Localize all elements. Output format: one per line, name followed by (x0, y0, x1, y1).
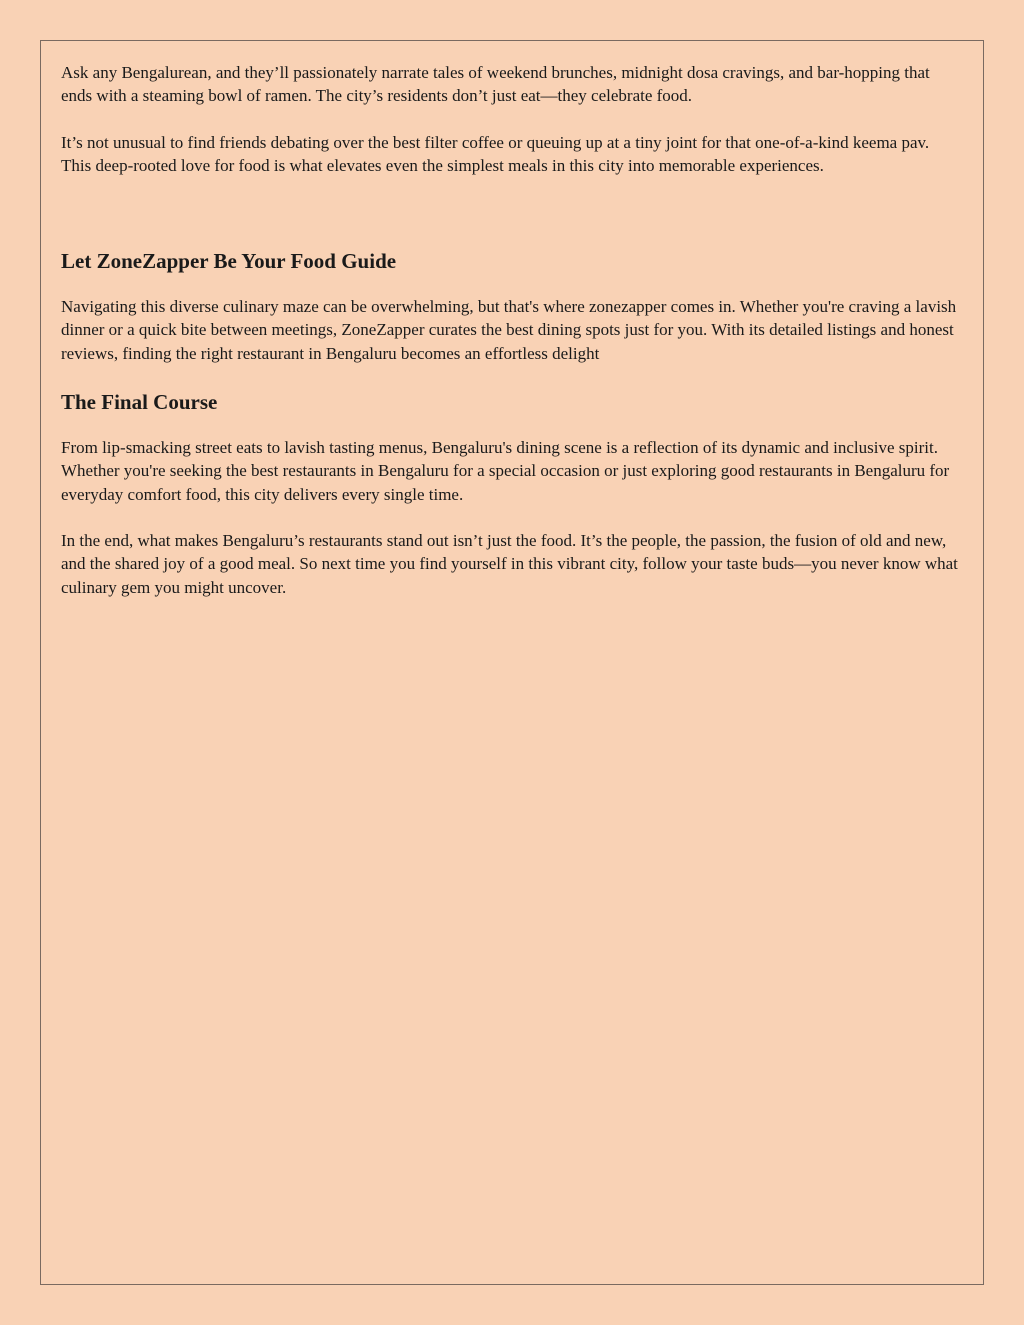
document-body (61, 61, 963, 599)
section-heading-final-course: The Final Course (61, 390, 218, 415)
food-guide-paragraph: Navigating this diverse culinary maze can be overwhelming, but that's where zonezapper comes in. Whether you're craving a lavish dinner or a quick bite between meetings, ZoneZapper curates the best dining spots just for you. With its detailed listings and honest reviews, finding the right restaurant in Bengaluru becomes an effortless delight (61, 297, 957, 363)
intro-paragraph-2: It’s not unusual to find friends debating over the best filter coffee or queuing up at a tiny joint for that one-of-a-kind keema pav. This deep-rooted love for food is what elevates even the simplest meals in this city into memorable experiences. (61, 132, 930, 175)
final-course-paragraph-1: From lip-smacking street eats to lavish tasting menus, Bengaluru's dining scene is a reflection of its dynamic and inclusive spirit. Whether you're seeking the best restaurants in Bengaluru for a special occasion or just exploring good restaurants in Bengaluru for everyday comfort food, this city delivers every single time. (61, 438, 950, 504)
final-course-paragraph-2: In the end, what makes Bengaluru’s restaurants stand out isn’t just the food. It’s the people, the passion, the fusion of old and new, and the shared joy of a good meal. So next time you find yourself in this vibrant city, follow your taste buds—you never know what culinary gem you might uncover. (61, 530, 958, 597)
page-frame (40, 40, 984, 1285)
section-heading-food-guide: Let ZoneZapper Be Your Food Guide (61, 249, 397, 274)
intro-paragraph-1: Ask any Bengalurean, and they’ll passionately narrate tales of weekend brunches, midnight dosa cravings, and bar-hopping that ends with a steaming bowl of ramen. The city’s residents don’t just eat—they celebrate food. (61, 63, 930, 106)
